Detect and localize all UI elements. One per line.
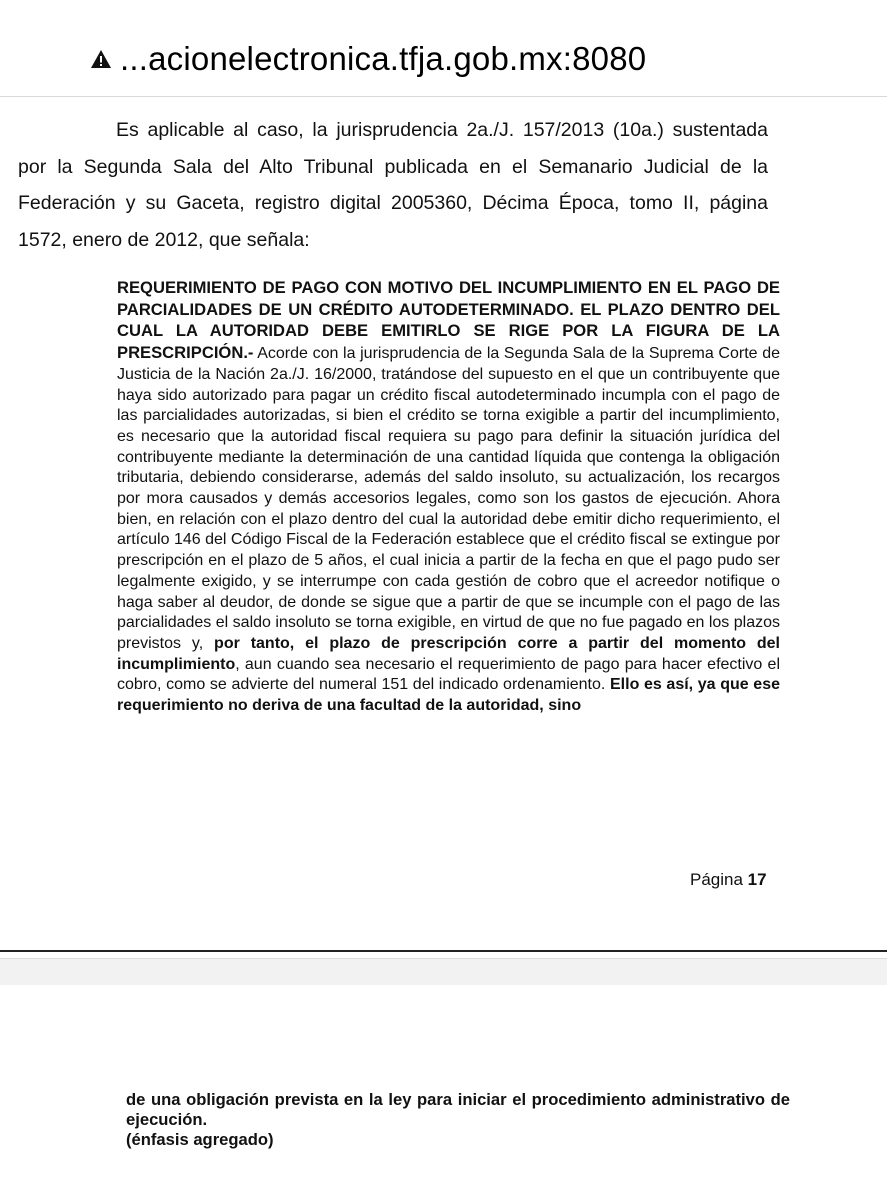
- continuation-text: de una obligación prevista en la ley para iniciar el procedimiento administrativo de ejecución.: [126, 1090, 790, 1129]
- document-page: [0, 97, 887, 959]
- thesis-heading: REQUERIMIENTO DE PAGO CON MOTIVO DEL INCUMPLIMIENTO EN EL PAGO DE PARCIALIDADES DE UN CRÉDITO AUTODETERMINADO. EL PLAZO DENTRO DEL CUAL LA AUTORIDAD DEBE EMITIRLO SE RIGE POR LA FIGURA DE LA PRESCRIPCIÓN.-: [117, 278, 780, 363]
- address-bar[interactable]: [0, 0, 887, 97]
- emphasis-note: (énfasis agregado): [126, 1130, 274, 1149]
- intro-paragraph: Es aplicable al caso, la jurisprudencia 2a./J. 157/2013 (10a.) sustentada por la Segunda Sala del Alto Tribunal publicada en el Semanario Judicial de la Federación y su Gaceta, registro digital 2005360, Décima Época, tomo II, página 1572, enero de 2012, que señala:: [18, 119, 768, 251]
- address-bar-content[interactable]: [90, 40, 646, 78]
- page-label: Página: [690, 870, 743, 889]
- document-page-next: [0, 985, 887, 1200]
- jurisprudence-thesis: [117, 278, 780, 717]
- thesis-body-2: , aun cuando sea necesario el requerimiento de pago para hacer efectivo el cobro, como se advierte del numeral 151 del indicado ordenamiento.: [117, 655, 780, 694]
- thesis-body-1: Acorde con la jurisprudencia de la Segunda Sala de la Suprema Corte de Justicia de la Nación 2a./J. 16/2000, tratándose del supuesto en el que un contribuyente que haya sido autorizado para pagar un crédito fiscal autodeterminado incumpla con el pago de las parcialidades autorizadas, si bien el crédito se torna exigible a partir del incumplimiento, es necesario que la autoridad fiscal requiera su pago para definir la situación jurídica del contribuyente mediante la determinación de una cantidad líquida que contenga la obligación tributaria, debiendo considerarse, además del saldo insoluto, su actualización, los recargos por mora causados y demás accesorios legales, como son los gastos de ejecución. Ahora bien, en relación con el plazo dentro del cual la autoridad debe emitir dicho requerimiento, el artículo 146 del Código Fiscal de la Federación establece que el crédito fiscal se extingue por prescripción en el plazo de 5 años, el cual inicia a partir de la fecha en que el pago pudo ser legalmente exigido, y se interrumpe con cada gestión de cobro que el acreedor notifique o haga saber al deudor, de donde se sigue que a partir de que se incumple con el pago de las parcialidades el saldo insoluto se torna exigible, en virtud de que no fue pagado en los plazos previstos y,: [117, 345, 780, 652]
- thesis-continuation: [126, 1090, 790, 1150]
- warning-triangle-icon[interactable]: [90, 49, 112, 69]
- page-number-value: 17: [747, 870, 767, 889]
- page-separator: [0, 958, 887, 986]
- thesis-emphasis-1: por tanto, el plazo de prescripción corre a partir del momento del incumplimiento: [117, 634, 781, 673]
- page-bottom-rule: [0, 950, 887, 952]
- page-number: [690, 870, 767, 890]
- url-text[interactable]: ...acionelectronica.tfja.gob.mx:8080: [120, 40, 647, 77]
- thesis-emphasis-2: Ello es así, ya que ese requerimiento no deriva de una facultad de la autoridad, sino: [117, 676, 780, 715]
